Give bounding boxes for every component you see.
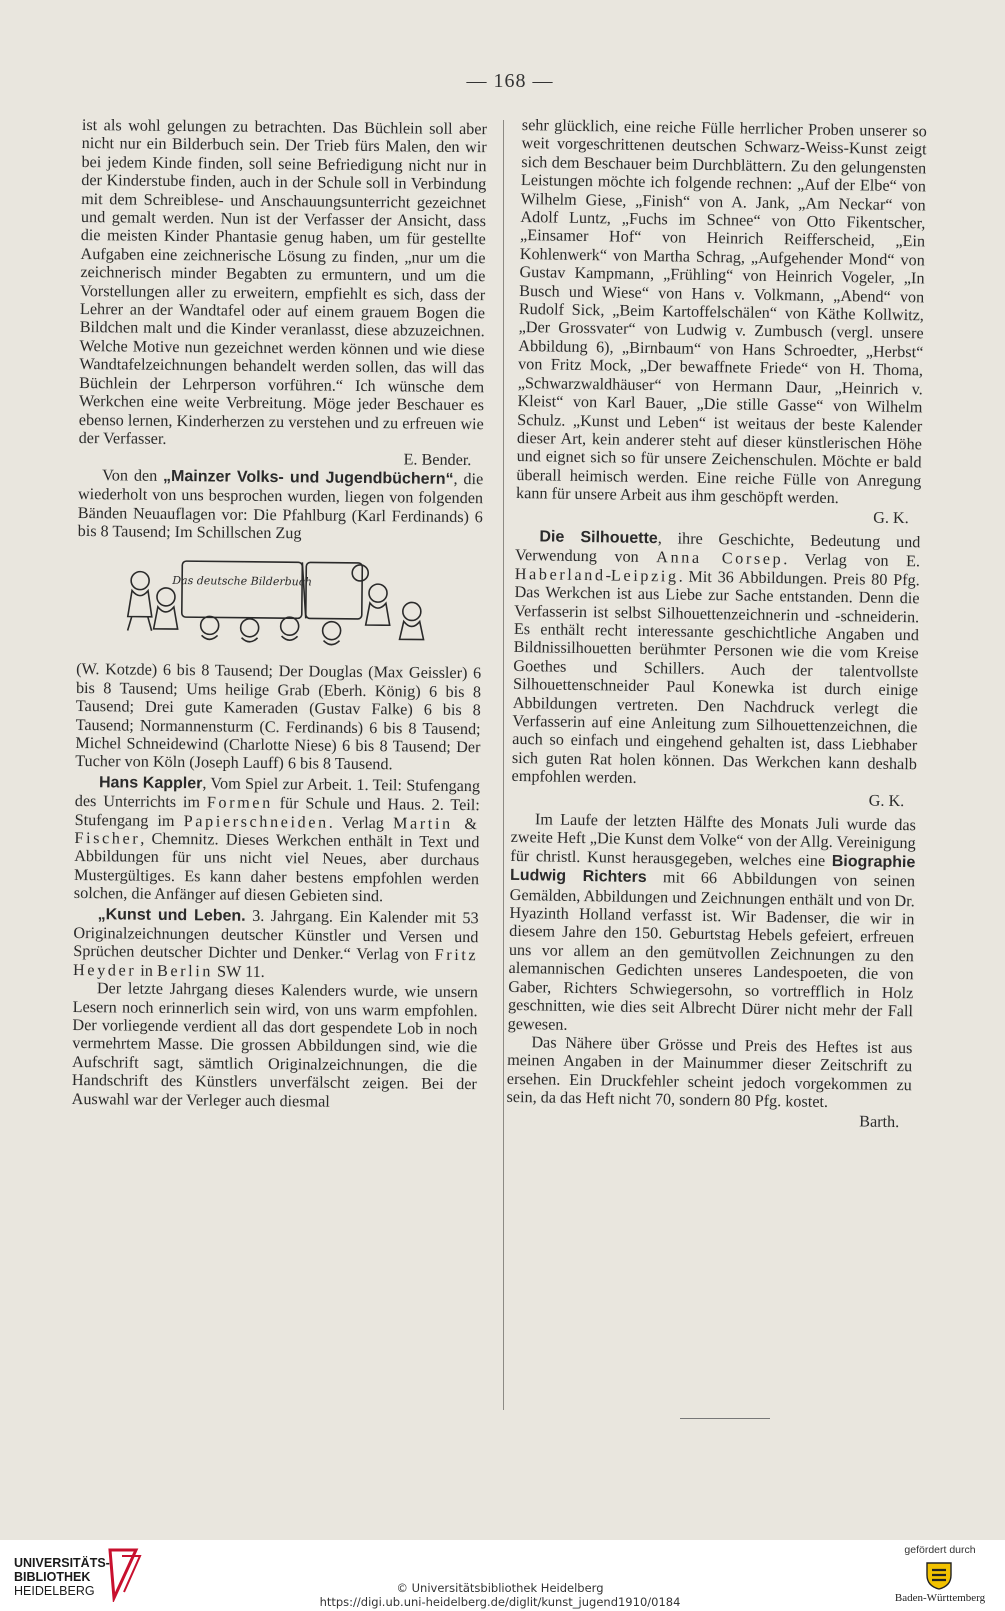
richter-review-note: Das Nähere über Grösse und Preis des Heftes ist aus meinen Angaben in der Mainummer dieser Zeitschrift zu ersehen. Ein Druckfehler scheint jedoch vorgekommen zu sein, da das Heft nicht 70, sondern 80 Pfg. kostet. <box>506 1033 913 1112</box>
publisher-name: Martin & Fischer <box>74 813 480 848</box>
library-name <box>14 1556 110 1598</box>
funded-by-label: gefördert durch <box>904 1544 976 1556</box>
text-run: in <box>136 961 158 980</box>
city-name: Berlin <box>156 961 214 981</box>
paragraph-text: , die wiederholt von uns besprochen wurden, liegen von folgenden Bänden Neuauflagen vor: Die Pfahlburg (Karl Ferdinands) 6 bis 8 Tausend; Im Schillschen Zug <box>77 469 484 543</box>
review-bilderbuch-text <box>79 116 487 452</box>
review-ludwig-richter <box>508 810 916 1039</box>
copyright-notice <box>300 1581 700 1609</box>
text-run: , ihre Geschichte, Bedeutung und Verwendung von <box>514 529 921 567</box>
review-title: Hans Kappler <box>98 773 203 793</box>
text-run: Im Laufe der letzten Hälfte des Monats Juli wurde das zweite Heft „Die Kunst dem Volke“ von der Allg. Vereinigung für christl. Kunst herausgegeben, welches eine <box>510 810 917 870</box>
funder-name: Baden-Württemberg <box>894 1592 986 1604</box>
text-run: mit 66 Abbildungen von seinen Gemälden, Abbildungen und Zeichnungen enthält und von Dr. Hyazinth Holland verfasst ist. Wir Badenser, die wir in diesem Jahre den 150. Geburtstag Hebels gefeiert, erfreuen uns vor allem an den gemütvollen Zeichnungen zu den alemannischen Gedichten unseres Landespoeten, die von Gaber, Richters Schwiegersohn, so vortrefflich in Holz geschnitten, wie dies seit Albrecht Dürer nicht mehr der Fall gewesen. <box>507 868 916 1034</box>
text-run: , Chemnitz. Dieses Werkchen enthält in Text und Abbildungen für uns nicht viel Neues, aber durchaus Mustergültiges. Es kann daher bestens empfohlen werden solchen, die Anfänger auf diesen Gebieten sind. <box>73 829 480 906</box>
paragraph-prefix: Von den <box>102 465 164 485</box>
page-number: — 168 — <box>466 70 554 92</box>
text-run: . Verlag <box>328 813 394 832</box>
review-title: Biographie Ludwig Richters <box>509 852 916 887</box>
kunst-und-leben-review-text: Der letzte Jahrgang dieses Kalenders wurde, wie unsern Lesern noch erinnerlich sein wird, von uns warm empfohlen. Der vorliegende verdient all das dort gespendete Lob in noch vermehrtem Masse. Die grossen Abbildungen sind, wie die Aufschrift sagt, sämtlich Originalzeichnungen, die die Handschrift des Künstlers unverfälscht zeigen. Bei der Auswahl war der Verleger auch diesmal <box>71 979 478 1111</box>
library-logo-icon <box>104 1546 144 1602</box>
signature-gk: G. K. <box>873 508 909 527</box>
text-run: SW 11. <box>212 962 265 981</box>
review-title: Die Silhouette <box>539 528 658 548</box>
signature-barth: Barth. <box>859 1111 900 1131</box>
mainzer-buecher-continued: (W. Kotzde) 6 bis 8 Tausend; Der Douglas (Max Geissler) 6 bis 8 Tausend; Ums heilige Grab (Eberh. König) 6 bis 8 Tausend; Drei gute Kameraden (Gustav Falke) 6 bis 8 Tausend; Normannensturm (C. Ferdinands) 6 bis 8 Tausend; Michel Schneidewind (Charlotte Niese) 6 bis 8 Tausend; Der Tucher von Köln (Joseph Lauff) 6 bis 8 Tausend. <box>75 660 482 774</box>
library-name-line: UNIVERSITÄTS- <box>14 1556 110 1570</box>
book-back-outline <box>305 563 362 620</box>
review-kappler <box>74 773 480 907</box>
spaced-term: Formen <box>206 793 273 813</box>
children-bilderbuch-illustration <box>109 551 450 655</box>
text-run: für Schule und Haus. 2. Teil: Stufengang im <box>74 794 480 830</box>
text-run: . Mit 36 Abbildungen. Preis 80 Pfg. Das Werkchen ist aus Liebe zur Sache entstanden. Denn die Verfasserin ist selbst Silhouettenzeichnerin und -schneiderin. Es enthält recht interessante geschichtliche Angaben und Bildnissilhouetten berühmter Personen wie die vom Kreise Goethes und Schillers. Auch der talentvollste Silhouettenschneider Paul Konewka ist durch einige Abbildungen vertreten. Den Nachdruck verlegt die Verfasserin auf eine Anleitung zum Silhouettenzeichnen, die auch so einfach und eingehend gehalten ist, dass Liebhaber sich guten Rat holen können. Das Werkchen kann deshalb empfohlen werden. <box>511 567 920 788</box>
library-name-line: HEIDELBERG <box>14 1584 95 1598</box>
review-kunst-und-leben <box>73 905 479 984</box>
kunst-und-leben-continued: sehr glücklich, eine reiche Fülle herrlicher Proben unserer so weit vorgeschrittenen deutschen Schwarz-Weiss-Kunst zeigt sich dem Beschauer beim Durchblättern. Zu den gelungensten Leistungen möchte ich folgende rechnen: „Auf der Elbe“ von Wilhelm Giese, „Finish“ von A. Jank, „Am Neckar“ von Adolf Luntz, „Fuchs im Schnee“ von Otto Fikentscher, „Einsamer Hof“ von Heinrich Reifferscheid, „Ein Kohlenwerk“ von Martha Schrag, „Aufgehender Mond“ von Gustav Kampmann, „Frühling“ von Heinrich Vogeler, „In Busch und Wiese“ von Hans v. Volkmann, „Abend“ von Rudolf Sick, „Beim Kartoffelschälen“ von Käthe Kollwitz, „Der Grossvater“ von Ludwig v. Zumbusch (vergl. unsere Abbildung 6), „Birnbaum“ von Hans Schroedter, „Herbst“ von Fritz Mock, „Der bewaffnete Friede“ von H. Thoma, „Schwarzwaldhäuser“ von Hermann Daur, „Heinrich v. Kleist“ von Karl Bauer, „Die stille Gasse“ von Wilhelm Schulz. „Kunst und Leben“ ist weitaus der beste Kalender dieser Art, kein anderer steht auf dieser künstlerischen Höhe und eignet sich so für unsere Zeichenschulen. Möchte er bald überall heimisch werden. Eine reiche Fülle von Anregung kann für unsere Arbeit aus ihm geschöpft werden. <box>515 116 927 508</box>
paragraph-text: ist als wohl gelungen zu betrachten. Das Büchlein soll aber nicht nur ein Bilderbuch sein. Der Trieb fürs Malen, den wir bei jedem Kinde finden, soll seine Befriedigung nicht nur in der Kinderstube finden, auch in der Schule soll in Verbindung mit dem Schreiblese- und Anschauungsunterricht gezeichnet und gemalt werden. Nun ist der Verfasser der Ansicht, dass die meisten Kinder Phantasie genug haben, um für gestellte Aufgaben eine zeichnerische Lösung zu finden, „nur um die zeichnerisch minder Begabten zu ermuntern, und um die Vorstellungen aller zu erweitern, empfiehlt es sich, dass der Lehrer an der Wandtafel oder auf einem grauem Bogen die Bildchen malt und die Kinder veranlasst, diese abzuzeichnen. Welche Motive nun gezeichnet werden können und wie diese Wandtafelzeichnungen behandelt werden sollen, das will das Büchlein der Lehrperson vorführen.“ Ich wünsche dem Werkchen eine weite Verbreitung. Möge jeder Beschauer es ebenso lernen, Kinderherzen zu verstehen und zu erfreuen wie der Verfasser. <box>78 116 487 448</box>
review-mainzer-buecher <box>78 466 484 545</box>
source-url[interactable]: https://digi.ub.uni-heidelberg.de/diglit/kunst_jugend1910/0184 <box>319 1595 681 1609</box>
library-name-line: BIBLIOTHEK <box>14 1570 91 1584</box>
illustration-title: Das deutsche Bilderbuch <box>171 574 312 589</box>
text-run: - <box>605 566 612 585</box>
review-silhouette <box>511 527 920 792</box>
left-column <box>72 116 487 1112</box>
right-column <box>506 116 927 1131</box>
text-run: . Verlag von E. <box>783 550 921 571</box>
copyright-text: © Universitätsbibliothek Heidelberg <box>396 1581 604 1595</box>
signature-bender: E. Bender. <box>403 450 472 470</box>
baden-wuerttemberg-coat-icon <box>922 1560 956 1590</box>
end-rule <box>680 1418 770 1419</box>
column-divider <box>503 120 504 1410</box>
city-name: Leipzig <box>610 566 679 586</box>
publisher-name: Fritz Heyder <box>72 946 479 980</box>
signature-gk-2: G. K. <box>868 791 905 810</box>
review-title: „Mainzer Volks- und Jugendbüchern“ <box>163 467 454 488</box>
text-run: , Vom Spiel zur Arbeit. 1. Teil: Stufengang des Unterrichts im <box>74 774 481 812</box>
book-outline <box>181 561 302 618</box>
author-name: Anna Corsep <box>656 548 784 569</box>
publisher-name: Haberland <box>514 564 606 585</box>
review-title: „Kunst und Leben. <box>97 905 246 925</box>
text-run: 3. Jahrgang. Ein Kalender mit 53 Originalzeichnungen deutscher Künstler und Versen und Sprüchen deutscher Dichter und Denker.“ Verlag von <box>73 906 479 965</box>
spaced-term: Papierschneiden <box>183 811 329 832</box>
